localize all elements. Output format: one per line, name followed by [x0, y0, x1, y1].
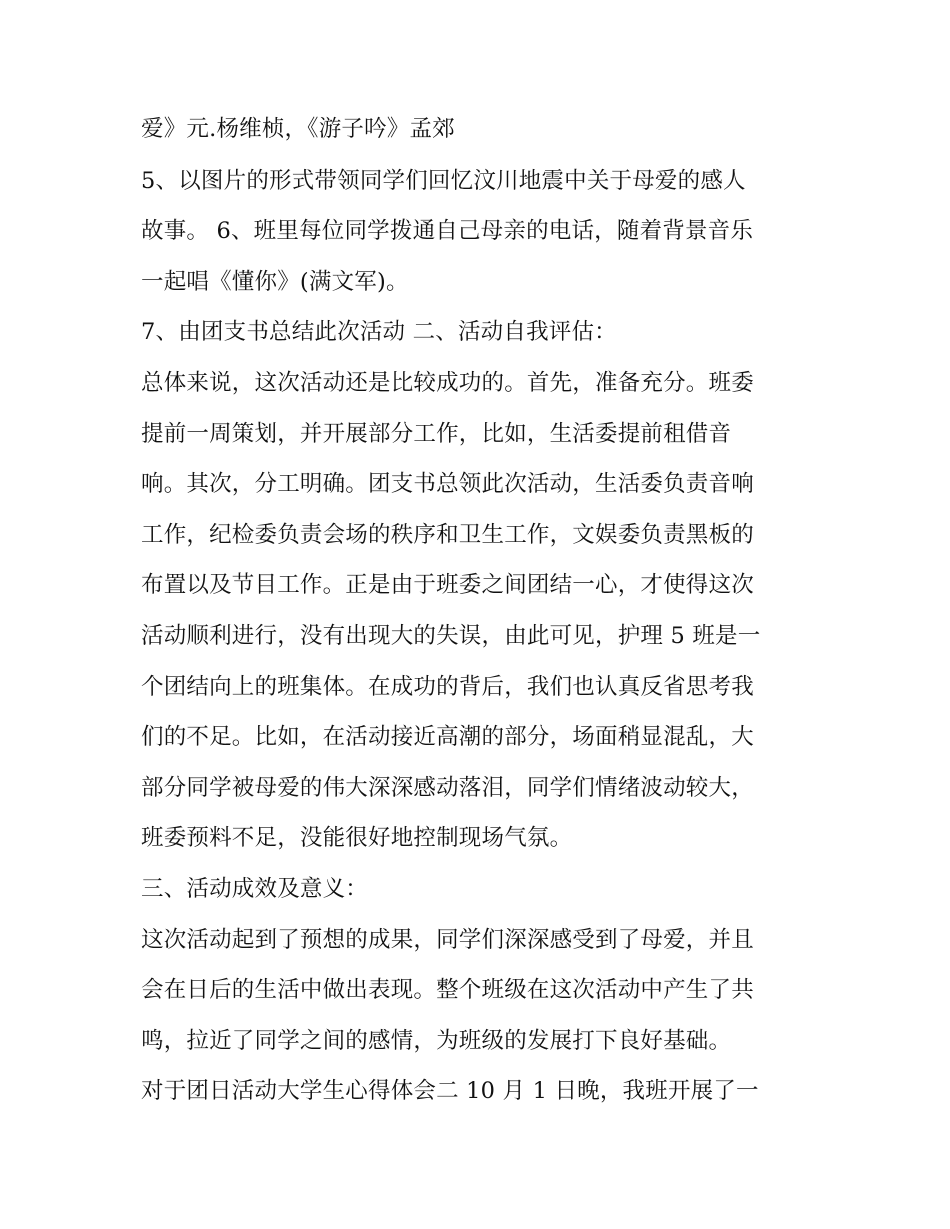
text-line: 故事。 6、班里每位同学拨通自己母亲的电话，随着背景音乐	[141, 218, 754, 244]
text-line: 提前一周策划，并开展部分工作，比如，生活委提前租借音	[141, 421, 732, 447]
text-line: 对于团日活动大学生心得体会二 10 月 1 日晚，我班开展了一	[141, 1078, 759, 1104]
text-line: 鸣，拉近了同学之间的感情，为班级的发展打下良好基础。	[141, 1028, 732, 1054]
section-heading: 三、活动成效及意义：	[141, 876, 369, 902]
text-line: 7、由团支书总结此次活动 二、活动自我评估：	[141, 319, 617, 345]
text-line: 们的不足。比如，在活动接近高潮的部分，场面稍显混乱，大	[141, 724, 754, 750]
text-line: 部分同学被母爱的伟大深深感动落泪，同学们情绪波动较大，	[141, 775, 754, 801]
text-line: 爱》元.杨维桢，《游子吟》孟郊	[141, 116, 455, 142]
text-line: 班委预料不足，没能很好地控制现场气氛。	[141, 825, 573, 851]
text-line: 响。其次，分工明确。团支书总领此次活动，生活委负责音响	[141, 471, 754, 497]
text-line: 工作，纪检委负责会场的秩序和卫生工作，文娱委负责黑板的	[141, 522, 754, 548]
text-line: 总体来说，这次活动还是比较成功的。首先，准备充分。班委	[141, 370, 754, 396]
text-line: 活动顺利进行，没有出现大的失误，由此可见，护理 5 班是一	[141, 623, 761, 649]
text-line: 一起唱《懂你》(满文军)。	[141, 269, 409, 295]
text-line: 个团结向上的班集体。在成功的背后，我们也认真反省思考我	[141, 674, 754, 700]
text-line: 布置以及节目工作。正是由于班委之间团结一心，才使得这次	[141, 572, 754, 598]
text-line: 这次活动起到了预想的成果，同学们深深感受到了母爱，并且	[141, 927, 754, 953]
text-line: 5、以图片的形式带领同学们回忆汶川地震中关于母爱的感人	[141, 168, 746, 194]
text-line: 会在日后的生活中做出表现。整个班级在这次活动中产生了共	[141, 977, 754, 1003]
